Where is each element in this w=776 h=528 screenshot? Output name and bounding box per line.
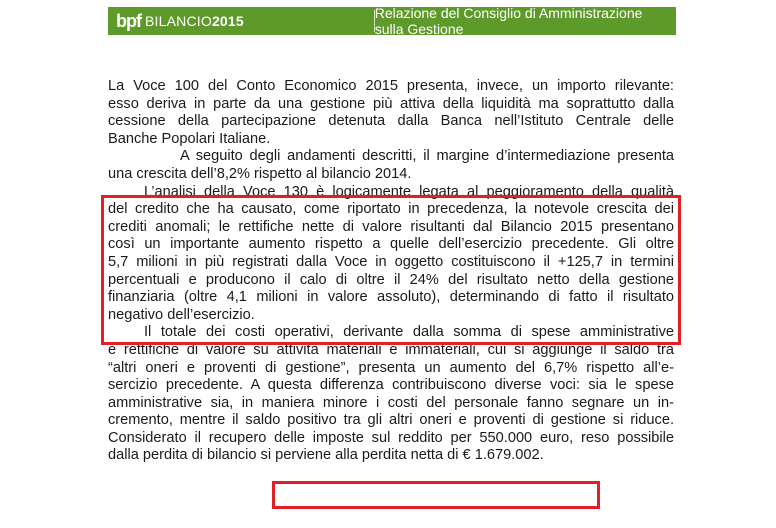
text-line: negativo dell’esercizio. xyxy=(108,306,255,323)
text-line: finanziaria (oltre 4,1 milioni in valore assoluto), determinando di fatto il risultato xyxy=(108,289,674,306)
text-line: sercizio precedente. A questa differenza contribuiscono diverse voci: sia le spese xyxy=(108,377,674,394)
text-line: crediti anomali; le rettifiche nette di valore risultanti dal Bilancio 2015 presentano xyxy=(108,218,674,235)
text-line: Considerato il recupero delle imposte sul reddito per 550.000 euro, reso possibile xyxy=(108,429,674,446)
text-line: 5,7 milioni in più registrati dalla Voce in oggetto costituiscono il +125,7 in termini xyxy=(108,253,674,270)
text-line: “altri oneri e proventi di gestione”, presenta un aumento del 6,7% rispetto all’e- xyxy=(108,359,674,376)
text-line: Il totale dei costi operativi, derivante dalla somma di spese amministrative xyxy=(144,324,674,341)
text-line: cessione della partecipazione detenuta dalla Banca nell’Istituto Centrale delle xyxy=(108,113,674,130)
text-line: amministrative sia, in maniera minore i costi del personale fanno segnare un in- xyxy=(108,394,674,411)
text-line: esso deriva in parte da una gestione più attiva della liquidità ma soprattutto dalla xyxy=(108,95,674,112)
highlight-box-voce-130 xyxy=(101,195,681,345)
text-line: percentuali e producono il calo di oltre il 24% del risultato netto della gestione xyxy=(108,271,674,288)
text-line: del credito che ha causato, come riportato in precedenza, la notevole crescita dei xyxy=(108,201,674,218)
text-line: La Voce 100 del Conto Economico 2015 presenta, invece, un importo rilevante: xyxy=(108,78,674,94)
text-line: una crescita dell’8,2% rispetto al bilancio 2014. xyxy=(108,165,412,182)
page-header xyxy=(108,7,676,35)
text-line: A seguito degli andamenti descritti, il margine d’intermediazione presenta xyxy=(180,148,674,165)
text-line: cremento, mentre il saldo positivo tra gli altri oneri e proventi di gestione si riduce. xyxy=(108,412,674,429)
text-line: dalla perdita di bilancio si perviene alla perdita netta di € 1.679.002. xyxy=(108,447,544,464)
highlight-box-perdita-netta xyxy=(272,481,600,509)
paragraph-costi-operativi xyxy=(108,324,674,465)
logo-word: BILANCIO xyxy=(144,13,212,29)
paragraph-margine xyxy=(108,148,674,183)
logo-mark: bpf xyxy=(116,11,141,31)
text-line: e rettifiche di valore su attività materiali e immateriali, cui si aggiunge il saldo tra xyxy=(108,341,674,358)
paragraph-voce-100 xyxy=(108,78,674,148)
text-line: Banche Popolari Italiane. xyxy=(108,130,271,147)
text-line: così un importante aumento rispetto a quelle dell’esercizio precedente. Gli oltre xyxy=(108,236,674,253)
logo xyxy=(108,12,244,30)
text-line: L’analisi della Voce 130 è logicamente legata al peggioramento della qualità xyxy=(144,183,674,200)
logo-year: 2015 xyxy=(211,13,244,29)
header-title: Relazione del Consiglio di Amministrazione sulla Gestione xyxy=(374,5,643,37)
logo-text xyxy=(145,13,244,29)
